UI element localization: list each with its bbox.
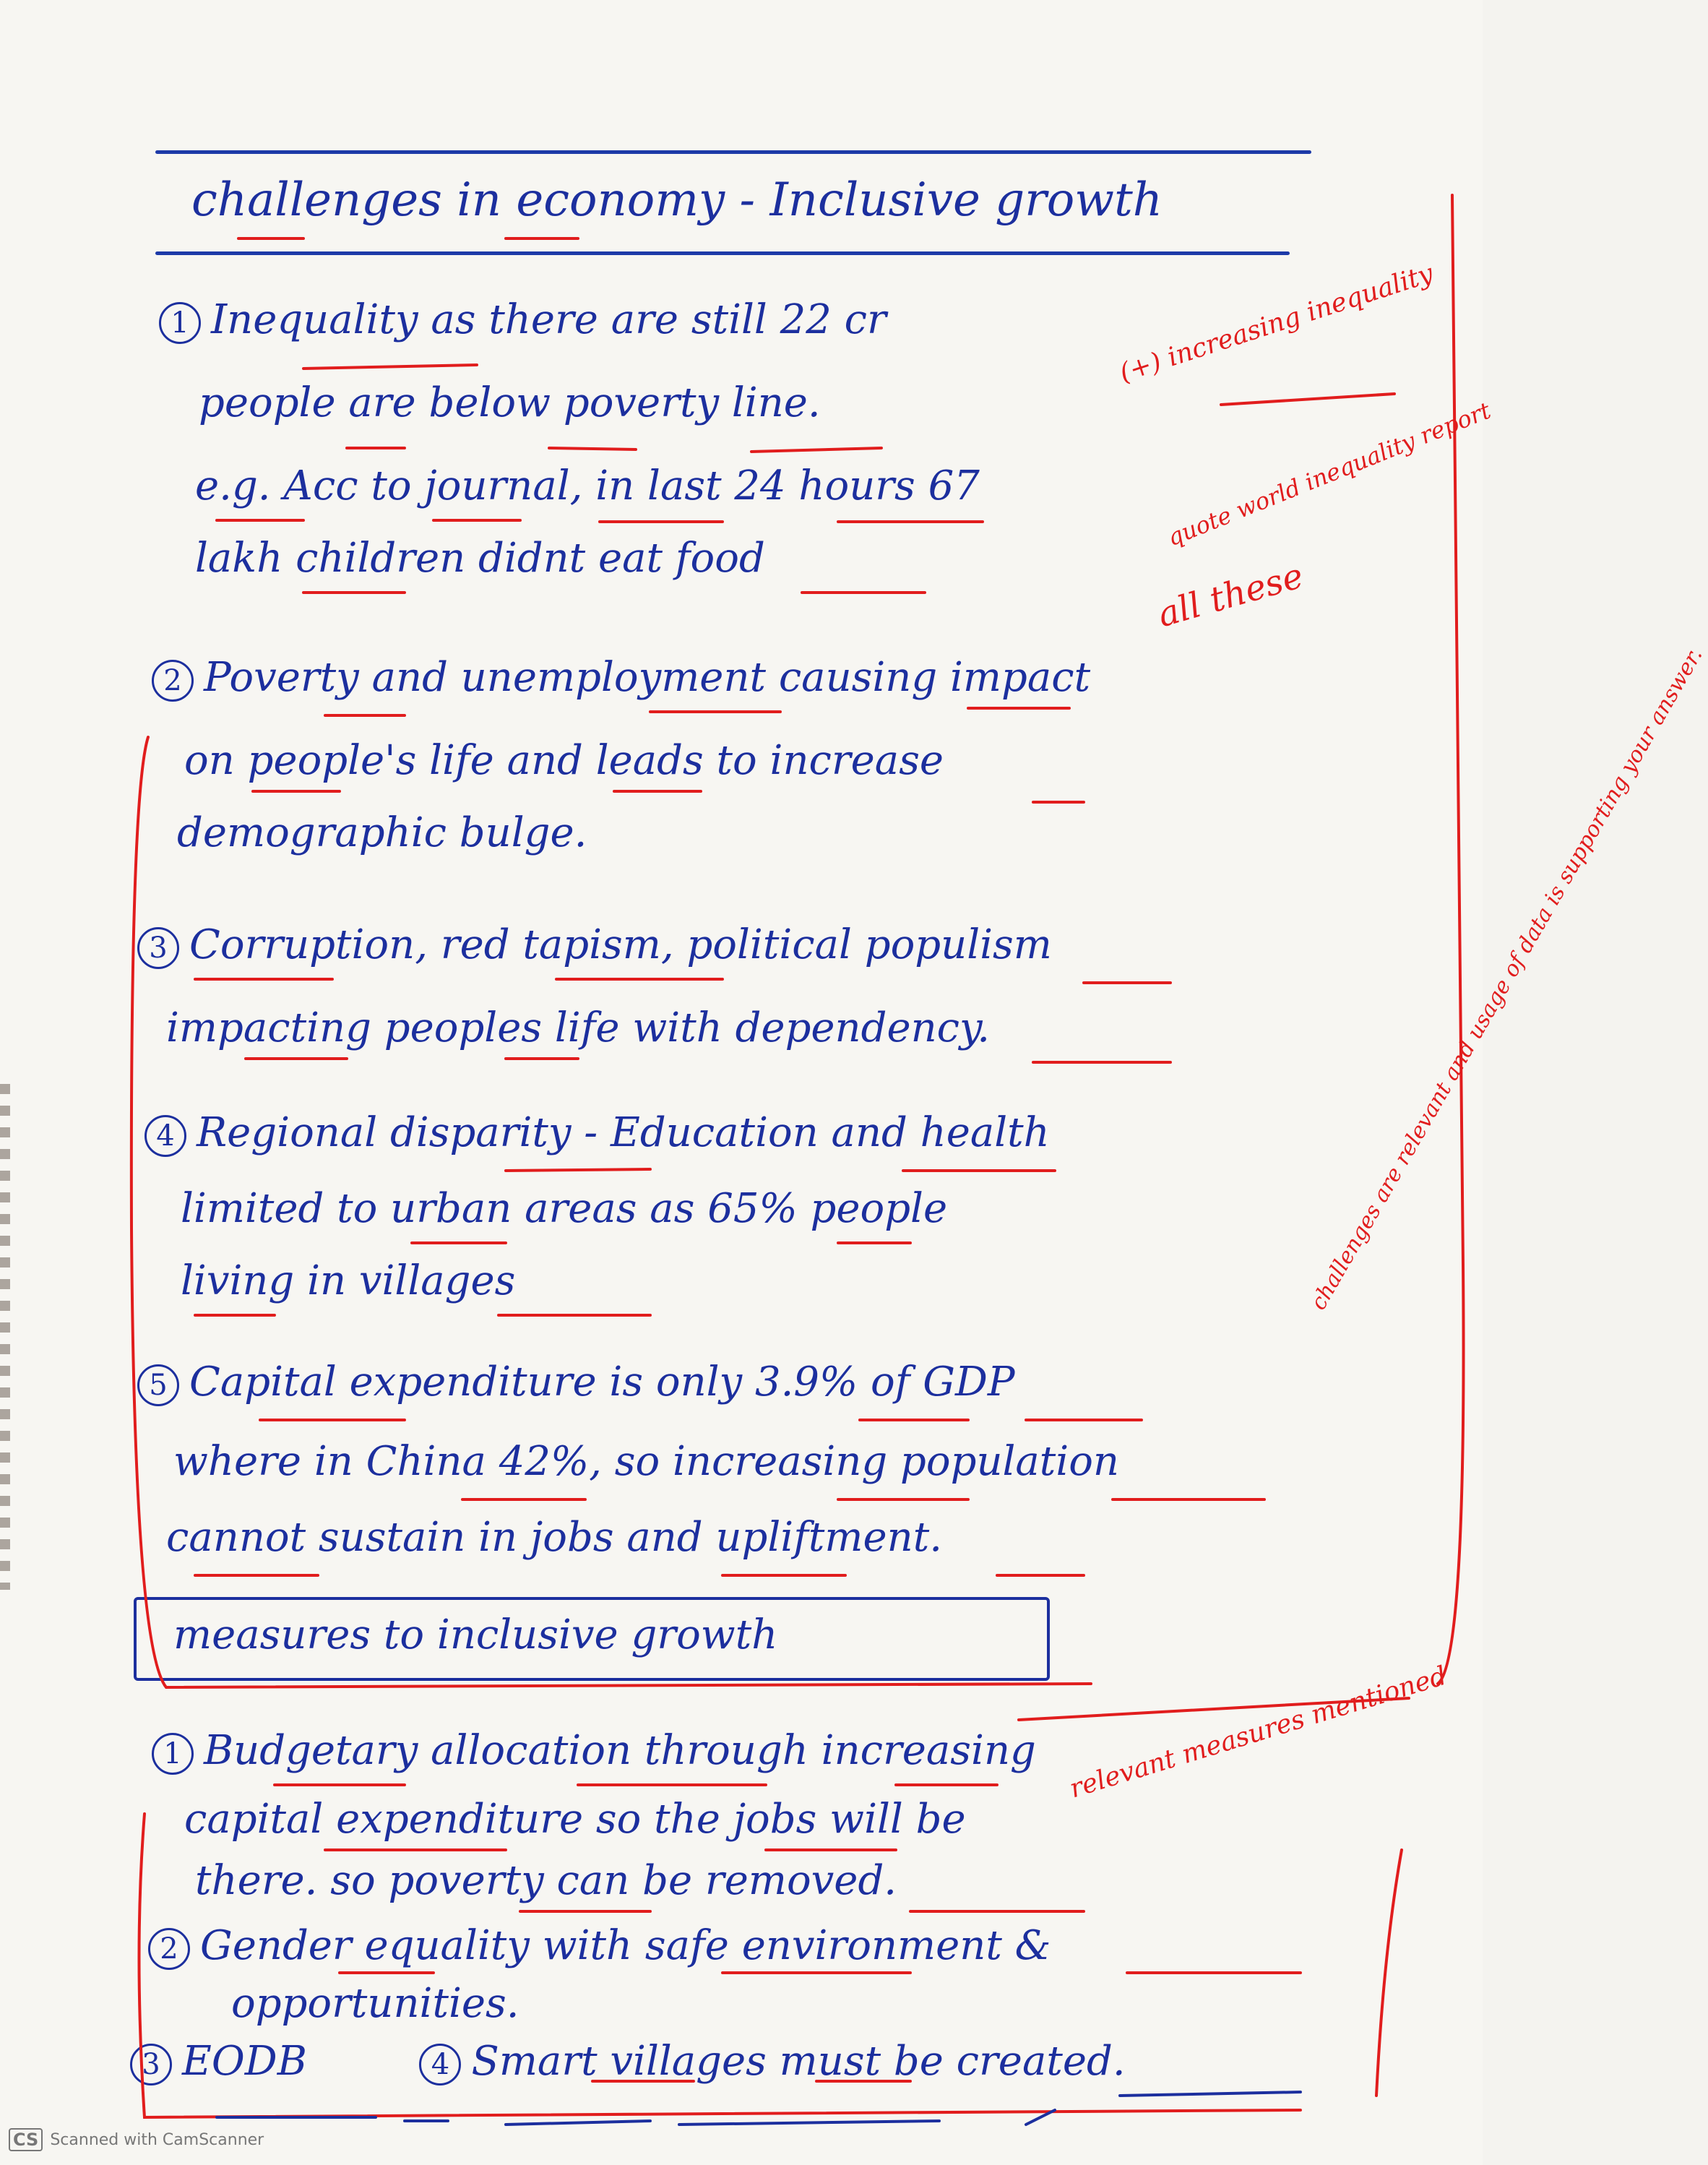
point-4-line-1: Regional disparity - Education and health — [197, 1109, 1050, 1156]
measure-4-text: Smart villages must be created. — [471, 2038, 1126, 2085]
measure-2-number: 2 — [148, 1928, 190, 1970]
measure-3-text: EODB — [182, 2038, 307, 2085]
point-5-line-3: cannot sustain in jobs and upliftment. — [166, 1514, 943, 1561]
measures-right-bracket — [1376, 1850, 1402, 2096]
point-5-line-1: Capital expenditure is only 3.9% of GDP — [189, 1359, 1015, 1406]
annotation-relevant-measures: relevant measures mentioned — [1066, 1661, 1451, 1804]
point-3-line-1: Corruption, red tapism, political populism — [189, 921, 1052, 968]
measures-left-bracket — [139, 1814, 1301, 2117]
point-2-line-3: demographic bulge. — [177, 809, 587, 856]
annotation-increasing-inequality: (+) increasing inequality — [1116, 258, 1437, 389]
point-1-number: 1 — [159, 302, 201, 344]
scanner-footer — [9, 2128, 264, 2151]
challenges-left-bracket — [131, 737, 1091, 1687]
point-1-line-1: Inequality as there are still 22 cr — [211, 296, 887, 343]
camscanner-logo: CS — [9, 2128, 43, 2151]
challenges-right-bracket — [1438, 195, 1464, 1684]
point-1-line-2: people are below poverty line. — [199, 379, 821, 426]
measure-2-line-1: Gender equality with safe environment & — [200, 1922, 1051, 1969]
page-title: challenges in economy - Inclusive growth — [191, 173, 1163, 227]
measure-1-line-3: there. so poverty can be removed. — [195, 1857, 897, 1904]
point-5-line-2: where in China 42%, so increasing population — [173, 1438, 1119, 1485]
point-3-number: 3 — [137, 927, 179, 969]
measure-1-line-2: capital expenditure so the jobs will be — [184, 1796, 966, 1843]
measure-1-number: 1 — [152, 1733, 194, 1775]
measure-3-number: 3 — [130, 2044, 172, 2086]
point-4-line-2: limited to urban areas as 65% people — [181, 1185, 948, 1232]
point-1-line-4: lakh children didnt eat food — [195, 535, 765, 582]
point-2-number: 2 — [152, 660, 194, 702]
annotation-all-these: all these — [1153, 555, 1308, 636]
measure-4-number: 4 — [419, 2044, 461, 2086]
point-1-line-3: e.g. Acc to journal, in last 24 hours 67 — [195, 462, 980, 509]
point-2-line-1: Poverty and unemployment causing impact — [204, 654, 1091, 701]
camscanner-text: Scanned with CamScanner — [50, 2130, 264, 2149]
point-5-number: 5 — [137, 1364, 179, 1406]
point-4-line-3: living in villages — [181, 1257, 516, 1304]
point-2-line-2: on people's life and leads to increase — [184, 737, 944, 784]
annotation-world-inequality-report: quote world inequality report — [1163, 396, 1495, 552]
annotation-challenges-relevant: challenges are relevant and usage of data is supporting your answer. — [1306, 643, 1708, 1314]
measure-2-line-2: opportunities. — [231, 1980, 519, 2027]
point-3-line-2: impacting peoples life with dependency. — [166, 1004, 991, 1051]
point-4-number: 4 — [145, 1115, 186, 1157]
measures-heading: measures to inclusive growth — [173, 1611, 778, 1658]
measure-1-line-1: Budgetary allocation through increasing — [204, 1727, 1036, 1774]
